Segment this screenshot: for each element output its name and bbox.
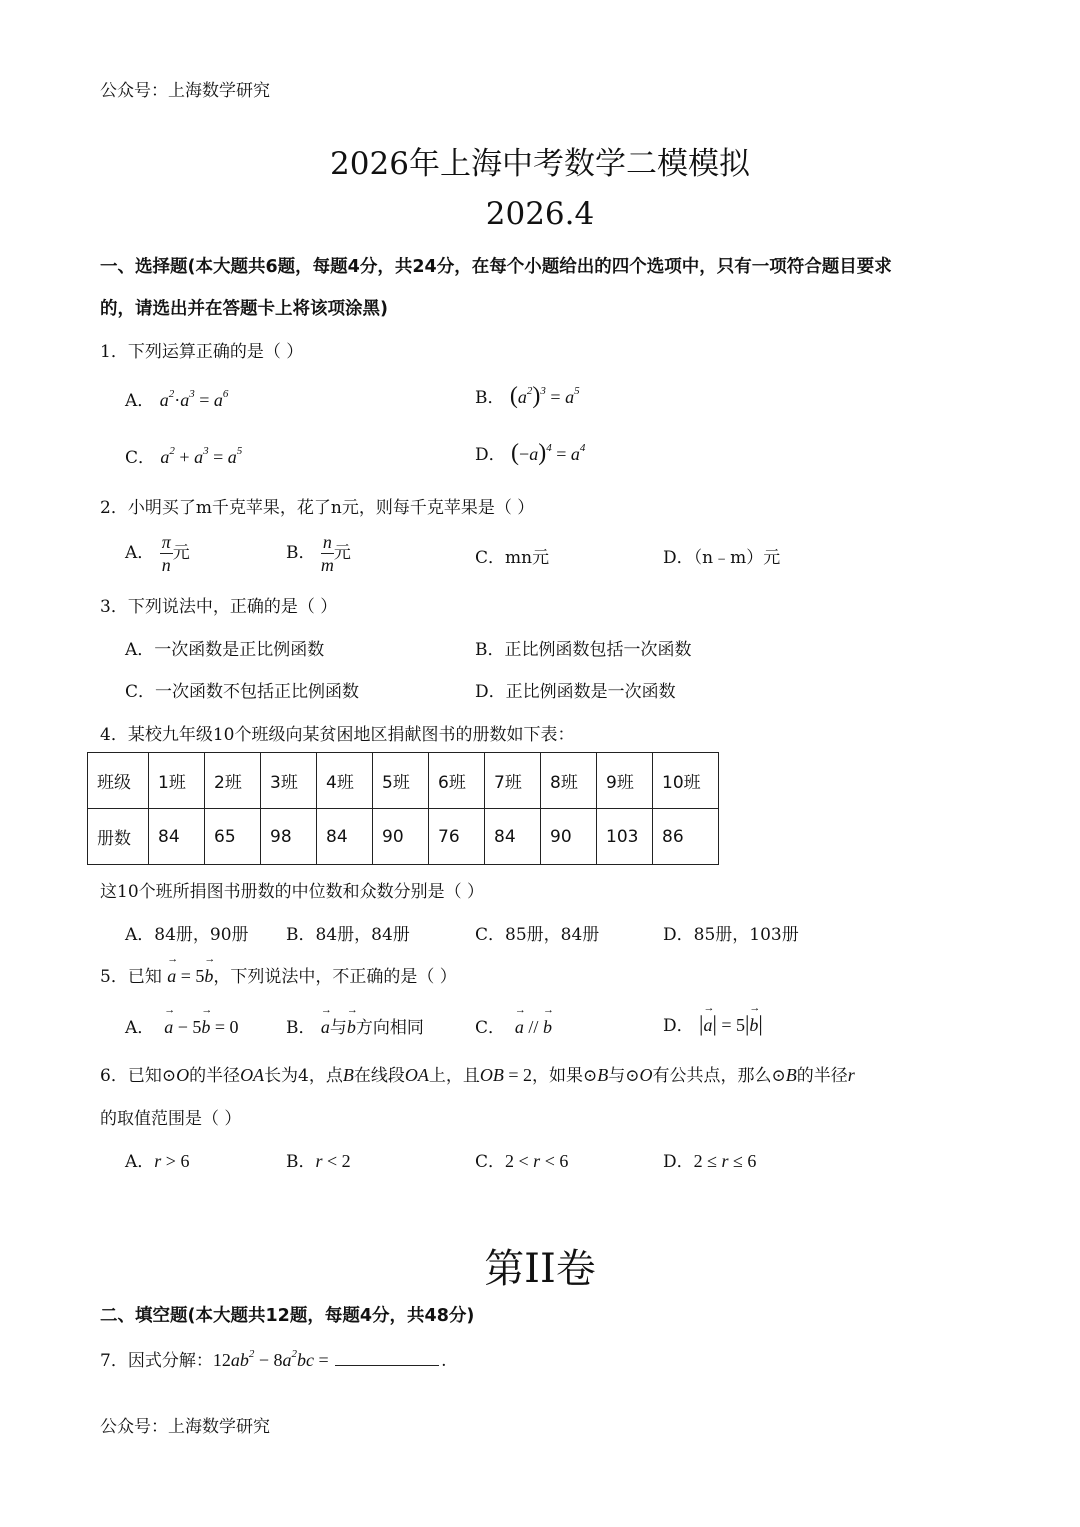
part2-title: 第II卷 [484, 1246, 596, 1292]
table-cell: 9班 [597, 753, 653, 809]
q4-option-d: D．85册，103册 [663, 925, 799, 945]
q6-option-a: A．r > 6 [125, 1151, 190, 1172]
q4-stem: 4．某校九年级10个班级向某贫困地区捐献图书的册数如下表： [100, 725, 575, 745]
table-cell: 98 [261, 809, 317, 865]
table-cell: 86 [653, 809, 719, 865]
q2-option-d: D．（n﹣m）元 [663, 548, 781, 568]
exam-title: 2026年上海中考数学二模模拟 [330, 146, 750, 182]
table-cell: 65 [205, 809, 261, 865]
q7-stem: 7．因式分解：$12ab^2 - 8a^2bc$ = . [100, 1348, 447, 1371]
section1-heading-line1: 一、选择题(本大题共6题，每题4分，共24分，在每个小题给出的四个选项中，只有一项符合题目要求 [100, 257, 892, 277]
table-cell: 76 [429, 809, 485, 865]
header-note: 公众号：上海数学研究 [100, 81, 270, 101]
q1-option-b: B． $(a^2)^3 = a^5$ [475, 383, 580, 409]
table-cell: 84 [485, 809, 541, 865]
table-cell: 10班 [653, 753, 719, 809]
table-cell: 90 [373, 809, 429, 865]
q2-option-b: B． $\frac{n}{m}$ 元 [286, 532, 351, 575]
q1-option-d: D． $(-a)^4 = a^4$ [475, 440, 586, 466]
q2-stem: 2．小明买了m千克苹果，花了n元，则每千克苹果是（ ） [100, 498, 535, 518]
q3-option-a: A．一次函数是正比例函数 [125, 640, 325, 660]
q2-option-c: C．mn元 [475, 548, 550, 568]
answer-blank[interactable] [335, 1351, 439, 1366]
section2-heading: 二、填空题(本大题共12题，每题4分，共48分) [100, 1306, 475, 1326]
q3-stem: 3．下列说法中，正确的是（ ） [100, 597, 338, 617]
q4-option-b: B．84册，84册 [286, 925, 410, 945]
q3-option-d: D．正比例函数是一次函数 [475, 682, 676, 702]
q6-option-c: C．2 < r < 6 [475, 1151, 569, 1172]
table-cell: 册数 [88, 809, 149, 865]
exam-date: 2026.4 [485, 196, 595, 232]
table-cell: 103 [597, 809, 653, 865]
q6-option-d: D．2 ≤ r ≤ 6 [663, 1151, 757, 1172]
table-cell: 8班 [541, 753, 597, 809]
table-cell: 4班 [317, 753, 373, 809]
q5-stem: 5．已知 → a = 5→ b，下列说法中，不正确的是（ ） [100, 962, 457, 987]
q6-option-b: B．r < 2 [286, 1151, 351, 1172]
q1-option-a: A． $a^2\cdot a^3 = a^6$ [125, 388, 229, 411]
q6-stem-line1: 6．已知⊙O的半径OA长为4，点B在线段OA上，且OB = 2，如果⊙B与⊙O有公共点，那么⊙B的半径r [100, 1065, 855, 1086]
q2-option-a: A． $\frac{\pi}{n}$ 元 [125, 532, 190, 575]
q4-table [87, 752, 719, 865]
q3-option-b: B．正比例函数包括一次函数 [475, 640, 692, 660]
table-cell: 1班 [149, 753, 205, 809]
table-cell: 2班 [205, 753, 261, 809]
table-cell: 6班 [429, 753, 485, 809]
q4-follow: 这10个班所捐图书册数的中位数和众数分别是（ ） [100, 882, 485, 902]
q1-option-c: C． $a^2 + a^3 = a^5$ [125, 445, 243, 468]
table-cell: 班级 [88, 753, 149, 809]
q5-option-d: D． |→ a| = 5|→ b| [663, 1011, 763, 1037]
table-cell: 7班 [485, 753, 541, 809]
table-row [88, 809, 719, 865]
table-row [88, 753, 719, 809]
q4-option-c: C．85册，84册 [475, 925, 600, 945]
table-cell: 3班 [261, 753, 317, 809]
table-cell: 90 [541, 809, 597, 865]
section1-heading-line2: 的，请选出并在答题卡上将该项涂黑) [100, 299, 388, 319]
q6-stem-line2: 的取值范围是（ ） [100, 1109, 242, 1129]
footer-note: 公众号：上海数学研究 [100, 1417, 270, 1437]
q5-option-b: B． → a与→ b方向相同 [286, 1013, 424, 1038]
table-cell: 84 [317, 809, 373, 865]
q5-option-a: A． → a − 5→ b = 0 [125, 1013, 239, 1038]
q4-option-a: A．84册，90册 [125, 925, 249, 945]
table-cell: 5班 [373, 753, 429, 809]
q1-stem: 1．下列运算正确的是（ ） [100, 342, 304, 362]
q5-option-c: C． → a // → b [475, 1013, 552, 1038]
q3-option-c: C．一次函数不包括正比例函数 [125, 682, 360, 702]
table-cell: 84 [149, 809, 205, 865]
